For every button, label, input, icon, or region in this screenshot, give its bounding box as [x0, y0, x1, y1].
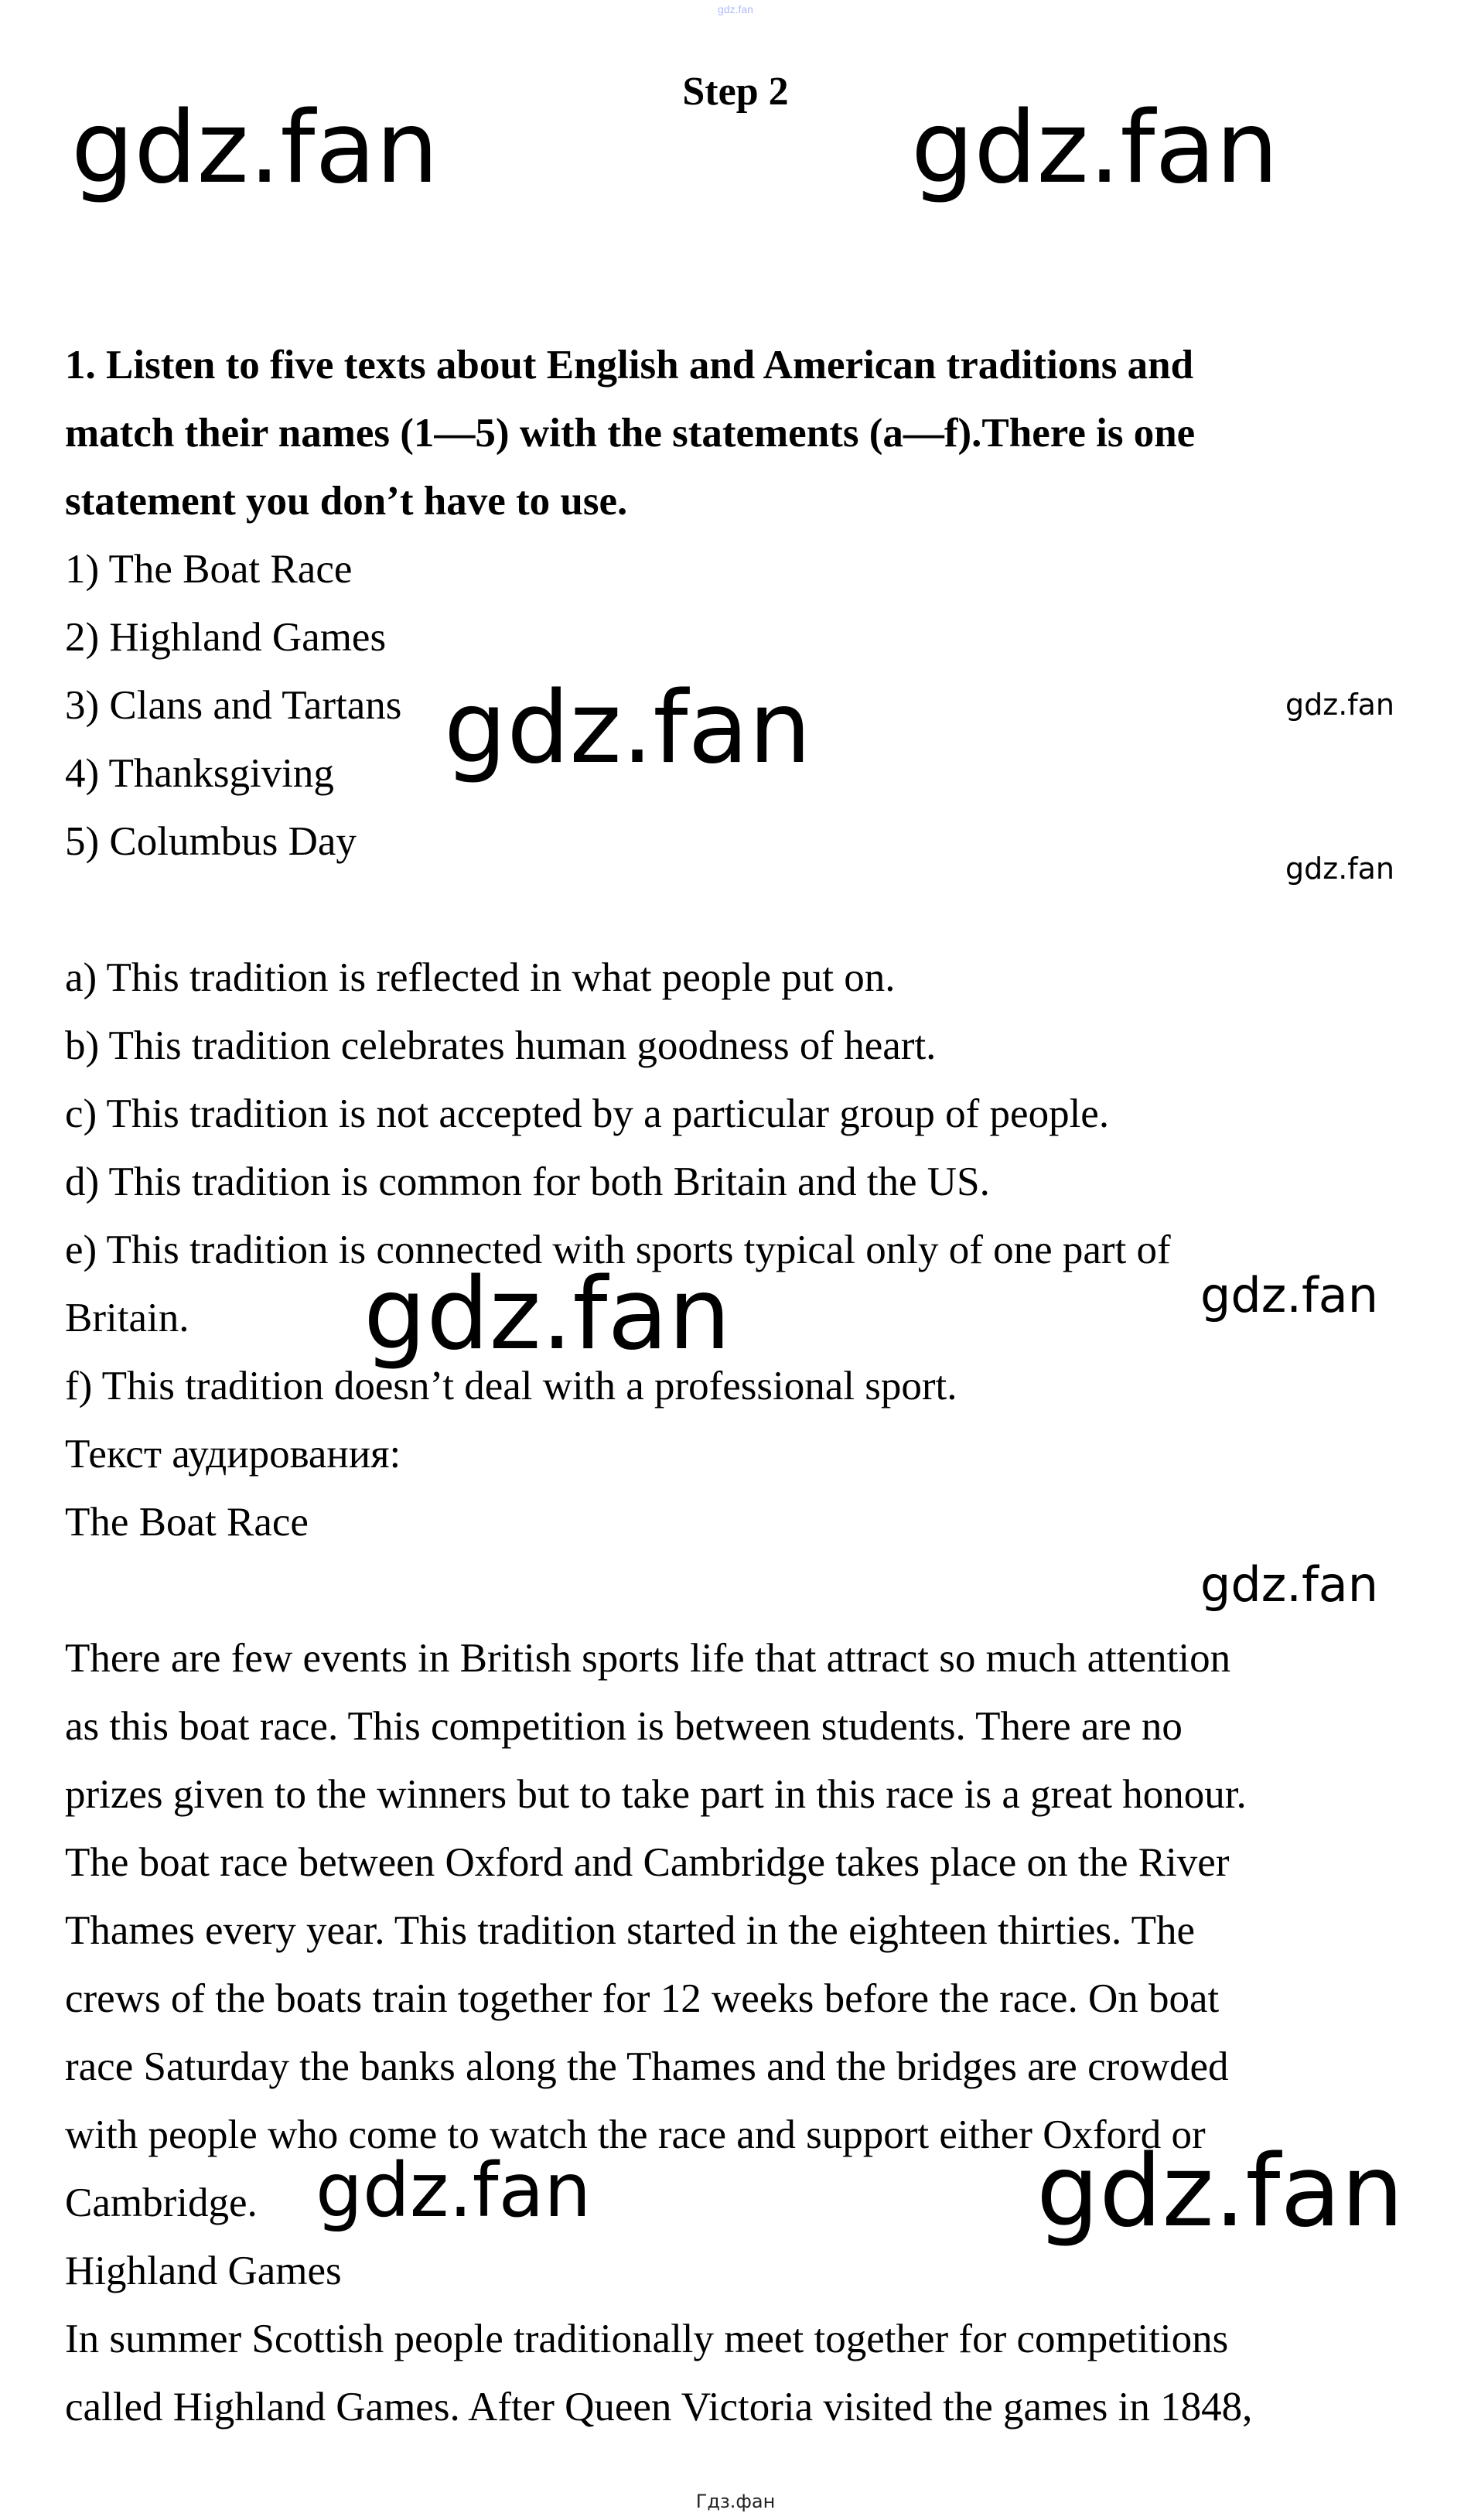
statement-f: f) This tradition doesn’t deal with a professional sport. — [65, 1364, 957, 1409]
highland-games-text-line-1: In summer Scottish people traditionally meet together for competitions — [65, 2317, 1229, 2361]
statement-d: d) This tradition is common for both Britain and the US. — [65, 1159, 990, 1204]
watermark-text: gdz.fan — [911, 90, 1278, 206]
watermark-text: gdz.fan — [71, 90, 439, 206]
footer-text: Гдз.фан — [695, 2491, 776, 2512]
statement-b: b) This tradition celebrates human goodness of heart. — [65, 1023, 937, 1068]
top-watermark-text: gdz.fan — [718, 3, 753, 15]
task-instruction-line-2: match their names (1—5) with the statements (a—f).There is one — [65, 411, 1196, 456]
watermark-text: gdz.fan — [1200, 1267, 1379, 1323]
watermark-text: gdz.fan — [1036, 2134, 1404, 2249]
boat-race-text-line-5: Thames every year. This tradition started in the eighteen thirties. The — [65, 1908, 1195, 1953]
boat-race-text-line-2: as this boat race. This competition is between students. There are no — [65, 1704, 1183, 1749]
page-title: Step 2 — [682, 70, 789, 114]
transcript-section-title-boat-race: The Boat Race — [65, 1500, 309, 1545]
boat-race-text-line-4: The boat race between Oxford and Cambridge takes place on the River — [65, 1840, 1230, 1885]
statement-e-line-1: e) This tradition is connected with sports typical only of one part of — [65, 1228, 1171, 1272]
watermark-text: gdz.fan — [316, 2147, 592, 2234]
task-instruction-line-3: statement you don’t have to use. — [65, 479, 628, 524]
watermark-text: gdz.fan — [1200, 1556, 1379, 1613]
section-gap — [65, 876, 1411, 944]
watermark-text: gdz.fan — [1285, 852, 1395, 886]
task-instruction-line-1: 1. Listen to five texts about English and American traditions and — [65, 343, 1194, 388]
watermark-text: gdz.fan — [1285, 688, 1395, 722]
boat-race-text-line-8: with people who come to watch the race and support either Oxford or — [65, 2112, 1206, 2157]
statement-c: c) This tradition is not accepted by a particular group of people. — [65, 1091, 1110, 1136]
document-body — [65, 331, 1411, 2441]
tradition-name-2: 2) Highland Games — [65, 615, 387, 660]
tradition-name-4: 4) Thanksgiving — [65, 751, 334, 796]
watermark-text: gdz.fan — [363, 1257, 731, 1372]
tradition-name-5: 5) Columbus Day — [65, 819, 357, 864]
boat-race-text-line-1: There are few events in British sports life that attract so much attention — [65, 1636, 1231, 1681]
boat-race-text-line-9: Cambridge. — [65, 2180, 258, 2225]
statement-a: a) This tradition is reflected in what people put on. — [65, 955, 896, 1000]
transcript-label: Текст аудирования: — [65, 1432, 401, 1477]
statement-e-line-2: Britain. — [65, 1296, 189, 1340]
highland-games-text-line-2: called Highland Games. After Queen Victoria visited the games in 1848, — [65, 2385, 1253, 2430]
tradition-name-1: 1) The Boat Race — [65, 547, 353, 592]
transcript-section-title-highland-games: Highland Games — [65, 2249, 342, 2293]
watermark-text: gdz.fan — [444, 671, 811, 786]
boat-race-text-line-7: race Saturday the banks along the Thames and the bridges are crowded — [65, 2044, 1229, 2089]
tradition-name-3: 3) Clans and Tartans — [65, 683, 402, 728]
boat-race-text-line-6: crews of the boats train together for 12 weeks before the race. On boat — [65, 1976, 1220, 2021]
boat-race-text-line-3: prizes given to the winners but to take part in this race is a great honour. — [65, 1772, 1247, 1817]
